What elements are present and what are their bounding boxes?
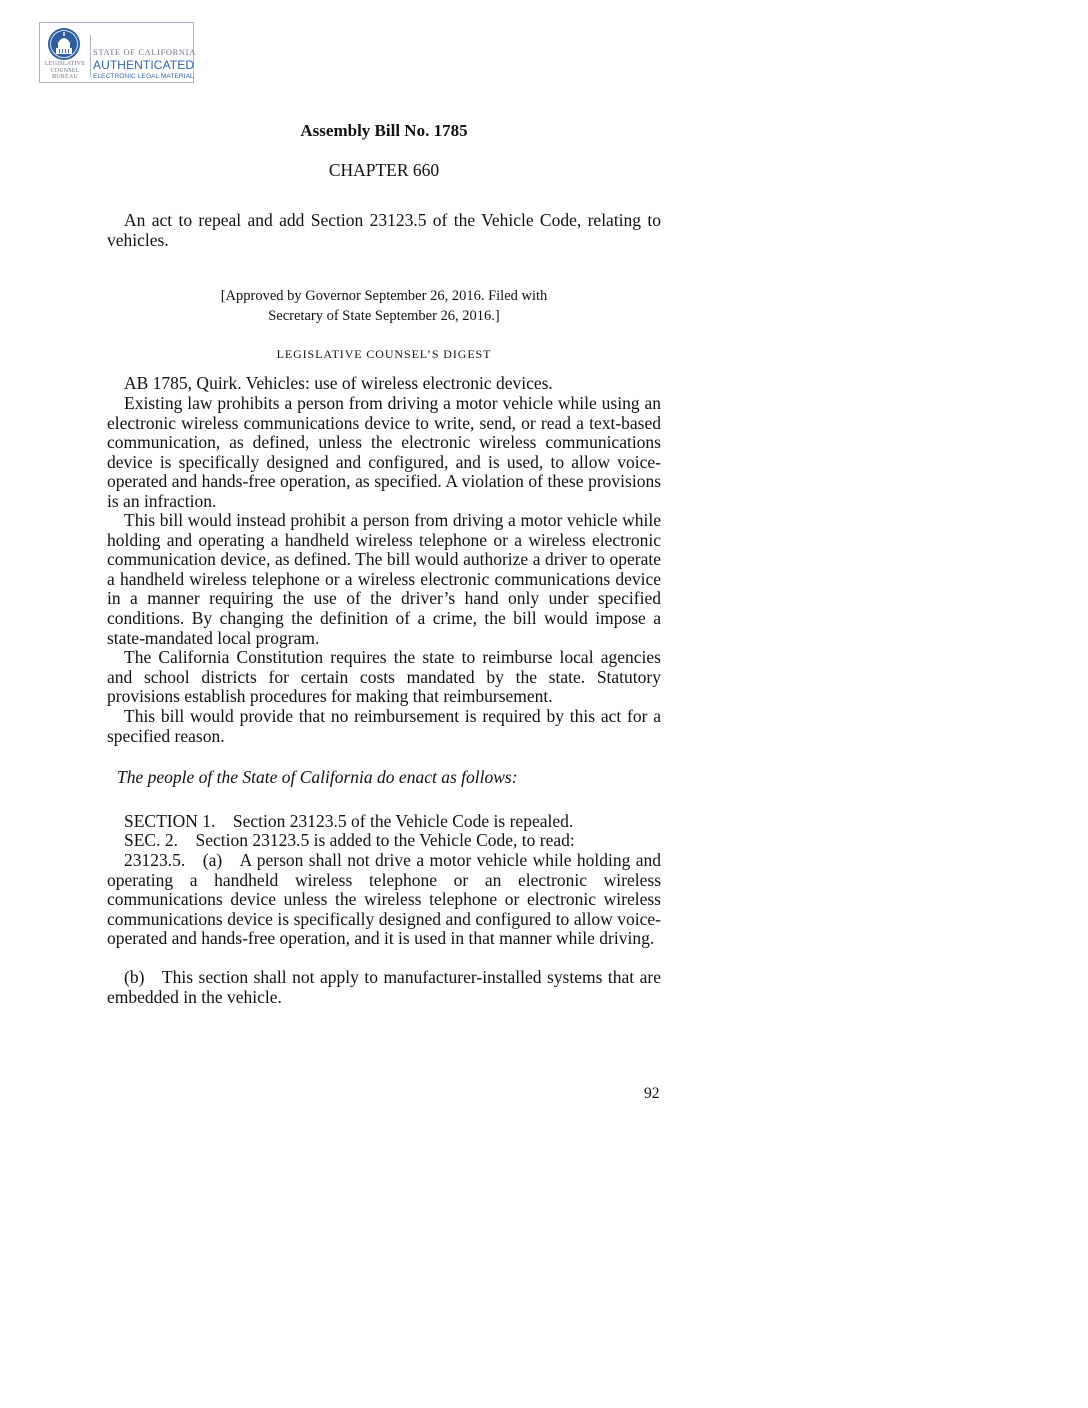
state-label: STATE OF CALIFORNIA [93, 47, 196, 57]
authenticated-label: AUTHENTICATED [93, 58, 195, 72]
digest-paragraph-5: This bill would provide that no reimbursement is required by this act for a specified reason. [107, 706, 661, 746]
chapter-label: CHAPTER 660 [328, 160, 440, 180]
bureau-label [42, 61, 88, 81]
section-1: SECTION 1. Section 23123.5 of the Vehicle Code is repealed. [124, 811, 574, 831]
enacting-clause: The people of the State of California do enact as follows: [117, 767, 518, 787]
page-number: 92 [644, 1085, 660, 1102]
bureau-line-1: LEGISLATIVE [44, 61, 86, 67]
intro-paragraph: An act to repeal and add Section 23123.5 of the Vehicle Code, relating to vehicles. [107, 210, 661, 250]
electronic-legal-material-label: ELECTRONIC LEGAL MATERIAL [93, 73, 194, 80]
section-23123-5-a: 23123.5. (a) A person shall not drive a motor vehicle while holding and operating a handheld wireless telephone or an electronic wireless communications device unless the wireless telephone or electronic wireless communications device is specifically designed and configured to allow voice-operated and hands-free operation, and it is used in that manner while driving. [107, 850, 661, 949]
digest-heading: LEGISLATIVE COUNSEL’S DIGEST [276, 347, 492, 361]
approval-line-2: Secretary of State September 26, 2016.] [268, 308, 500, 324]
section-2: SEC. 2. Section 23123.5 is added to the Vehicle Code, to read: [124, 830, 575, 850]
capitol-dome-seal-icon [44, 26, 84, 62]
bureau-line-2: COUNSEL [50, 67, 80, 74]
digest-paragraph-1: AB 1785, Quirk. Vehicles: use of wireless electronic devices. [124, 373, 553, 393]
approval-note [0, 286, 768, 326]
section-23123-5-b: (b) This section shall not apply to manufacturer-installed systems that are embedded in the vehicle. [107, 967, 661, 1007]
digest-paragraph-3: This bill would instead prohibit a person from driving a motor vehicle while holding and operating a handheld wireless telephone or a wireless electronic communication device, as defined. The bill would authorize a driver to operate a handheld wireless telephone or a wireless electronic communications device in a manner requiring the use of the driver’s hand only under specified conditions. By changing the definition of a crime, the bill would impose a state-mandated local program. [107, 510, 661, 648]
authentication-badge [39, 22, 194, 83]
bill-title: Assembly Bill No. 1785 [300, 121, 468, 140]
badge-divider [90, 35, 91, 77]
bureau-line-3: BUREAU [52, 74, 78, 80]
digest-paragraph-4: The California Constitution requires the state to reimburse local agencies and school districts for certain costs mandated by the state. Statutory provisions establish procedures for making that reimbursement. [107, 647, 661, 707]
digest-paragraph-2: Existing law prohibits a person from driving a motor vehicle while using an electronic wireless communications device to write, send, or read a text-based communication, as defined, unless the electronic wireless communications device is specifically designed and configured, and is used, to allow voice-operated and hands-free operation, as specified. A violation of these provisions is an infraction. [107, 393, 661, 511]
approval-line-1: [Approved by Governor September 26, 2016. Filed with [220, 288, 548, 304]
